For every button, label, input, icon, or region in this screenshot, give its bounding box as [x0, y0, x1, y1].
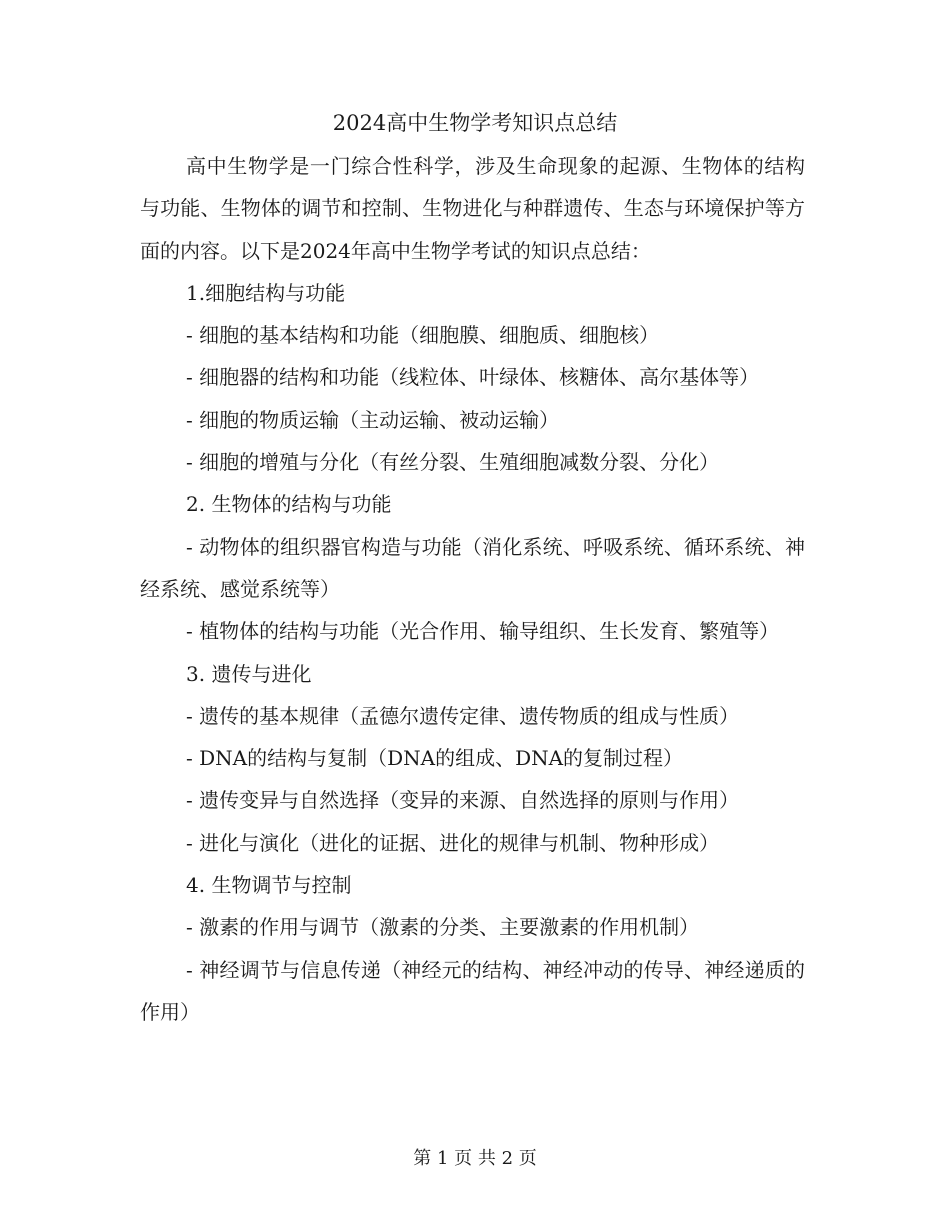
- list-item: - 细胞器的结构和功能（线粒体、叶绿体、核糖体、高尔基体等）: [186, 365, 760, 390]
- list-item: - 遗传变异与自然选择（变异的来源、自然选择的原则与作用）: [186, 788, 740, 813]
- section-heading-cell: 1.细胞结构与功能: [186, 280, 346, 305]
- intro-paragraph: 高中生物学是一门综合性科学，涉及生命现象的起源、生物体的结构与功能、生物体的调节和控制、生物进化与种群遗传、生态与环境保护等方面的内容。以下是2024年高中生物学考试的知识点总结：: [140, 154, 805, 263]
- list-item: - 神经调节与信息传递（神经元的结构、神经冲动的传导、神经递质的作用）: [140, 957, 805, 1024]
- list-item: - 遗传的基本规律（孟德尔遗传定律、遗传物质的组成与性质）: [186, 703, 740, 728]
- section-heading-regulation: 4. 生物调节与控制: [186, 873, 352, 898]
- section-heading-genetics: 3. 遗传与进化: [186, 661, 312, 686]
- list-item: - 细胞的增殖与分化（有丝分裂、生殖细胞减数分裂、分化）: [186, 450, 720, 475]
- section-heading-organism: 2. 生物体的结构与功能: [186, 492, 392, 517]
- document-title: 2024高中生物学考知识点总结: [332, 111, 618, 135]
- page-footer: 第 1 页 共 2 页: [413, 1148, 537, 1169]
- list-item: - 细胞的基本结构和功能（细胞膜、细胞质、细胞核）: [186, 323, 660, 348]
- list-item: - 激素的作用与调节（激素的分类、主要激素的作用机制）: [186, 915, 700, 940]
- list-item: - DNA的结构与复制（DNA的组成、DNA的复制过程）: [186, 746, 684, 771]
- list-item: - 细胞的物质运输（主动运输、被动运输）: [186, 407, 560, 432]
- list-item: - 动物体的组织器官构造与功能（消化系统、呼吸系统、循环系统、神经系统、感觉系统等）: [140, 534, 805, 601]
- list-item: - 植物体的结构与功能（光合作用、输导组织、生长发育、繁殖等）: [186, 619, 780, 644]
- document-body: [140, 145, 805, 1033]
- list-item: - 进化与演化（进化的证据、进化的规律与机制、物种形成）: [186, 830, 720, 855]
